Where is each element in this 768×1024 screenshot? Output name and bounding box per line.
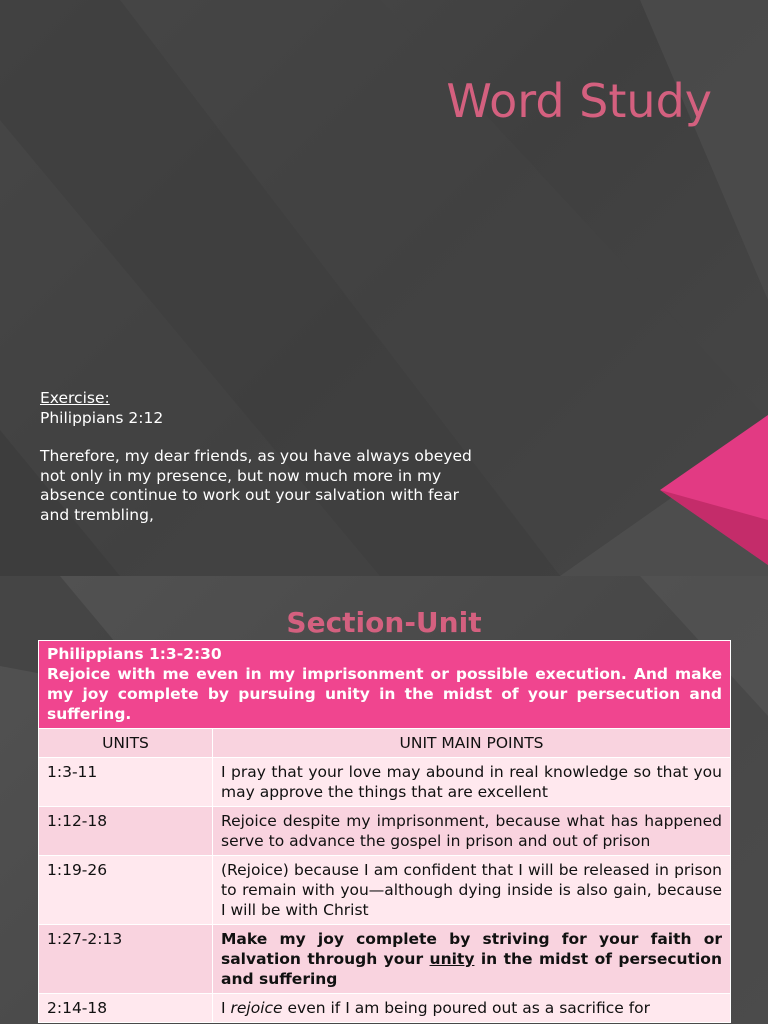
point-cell: Rejoice despite my imprisonment, because what has happened serve to advance the gospel in prison and out of prison xyxy=(213,807,731,856)
unit-cell: 1:3-11 xyxy=(39,758,213,807)
point-emphasis: rejoice xyxy=(230,999,283,1017)
verse-text: Therefore, my dear friends, as you have always obeyed not only in my presence, but now much more in my absence continue to work out your salvation with fear and trembling, xyxy=(40,447,472,524)
table-row xyxy=(39,758,731,807)
exercise-label: Exercise: xyxy=(40,389,110,407)
point-cell: I pray that your love may abound in real knowledge so that you may approve the things that are excellent xyxy=(213,758,731,807)
point-cell xyxy=(213,994,731,1023)
point-text: I xyxy=(221,999,231,1017)
table-row xyxy=(39,807,731,856)
slide-title: Word Study xyxy=(446,74,712,128)
unit-cell: 1:12-18 xyxy=(39,807,213,856)
table-row xyxy=(39,994,731,1023)
table-header-row xyxy=(39,641,731,729)
exercise-block xyxy=(40,389,480,525)
slide-section-unit xyxy=(0,576,768,1024)
column-header-units: UNITS xyxy=(39,729,213,758)
table-row xyxy=(39,856,731,925)
point-cell xyxy=(213,925,731,994)
slide-title: Section-Unit xyxy=(286,606,482,639)
column-header-points: UNIT MAIN POINTS xyxy=(213,729,731,758)
point-emphasis: unity xyxy=(429,950,475,968)
table-row xyxy=(39,925,731,994)
unit-cell: 1:19-26 xyxy=(39,856,213,925)
unit-cell: 2:14-18 xyxy=(39,994,213,1023)
point-text: even if I am being poured out as a sacrifice for xyxy=(282,999,651,1017)
point-cell: (Rejoice) because I am confident that I will be released in prison to remain with you—although dying inside is also gain, because I will be with Christ xyxy=(213,856,731,925)
section-unit-table xyxy=(38,640,731,1023)
point-text: in the midst of persecution and suffering xyxy=(221,950,722,988)
column-header-row xyxy=(39,729,731,758)
point-text: Make my joy complete by striving for your faith or salvation through your xyxy=(221,930,722,968)
unit-cell: 1:27-2:13 xyxy=(39,925,213,994)
scripture-reference: Philippians 2:12 xyxy=(40,408,164,427)
passage-summary: Rejoice with me even in my imprisonment or possible execution. And make my joy complete by pursuing unity in the midst of your persecution and suffering. xyxy=(47,665,722,723)
passage-reference: Philippians 1:3-2:30 xyxy=(47,645,222,663)
